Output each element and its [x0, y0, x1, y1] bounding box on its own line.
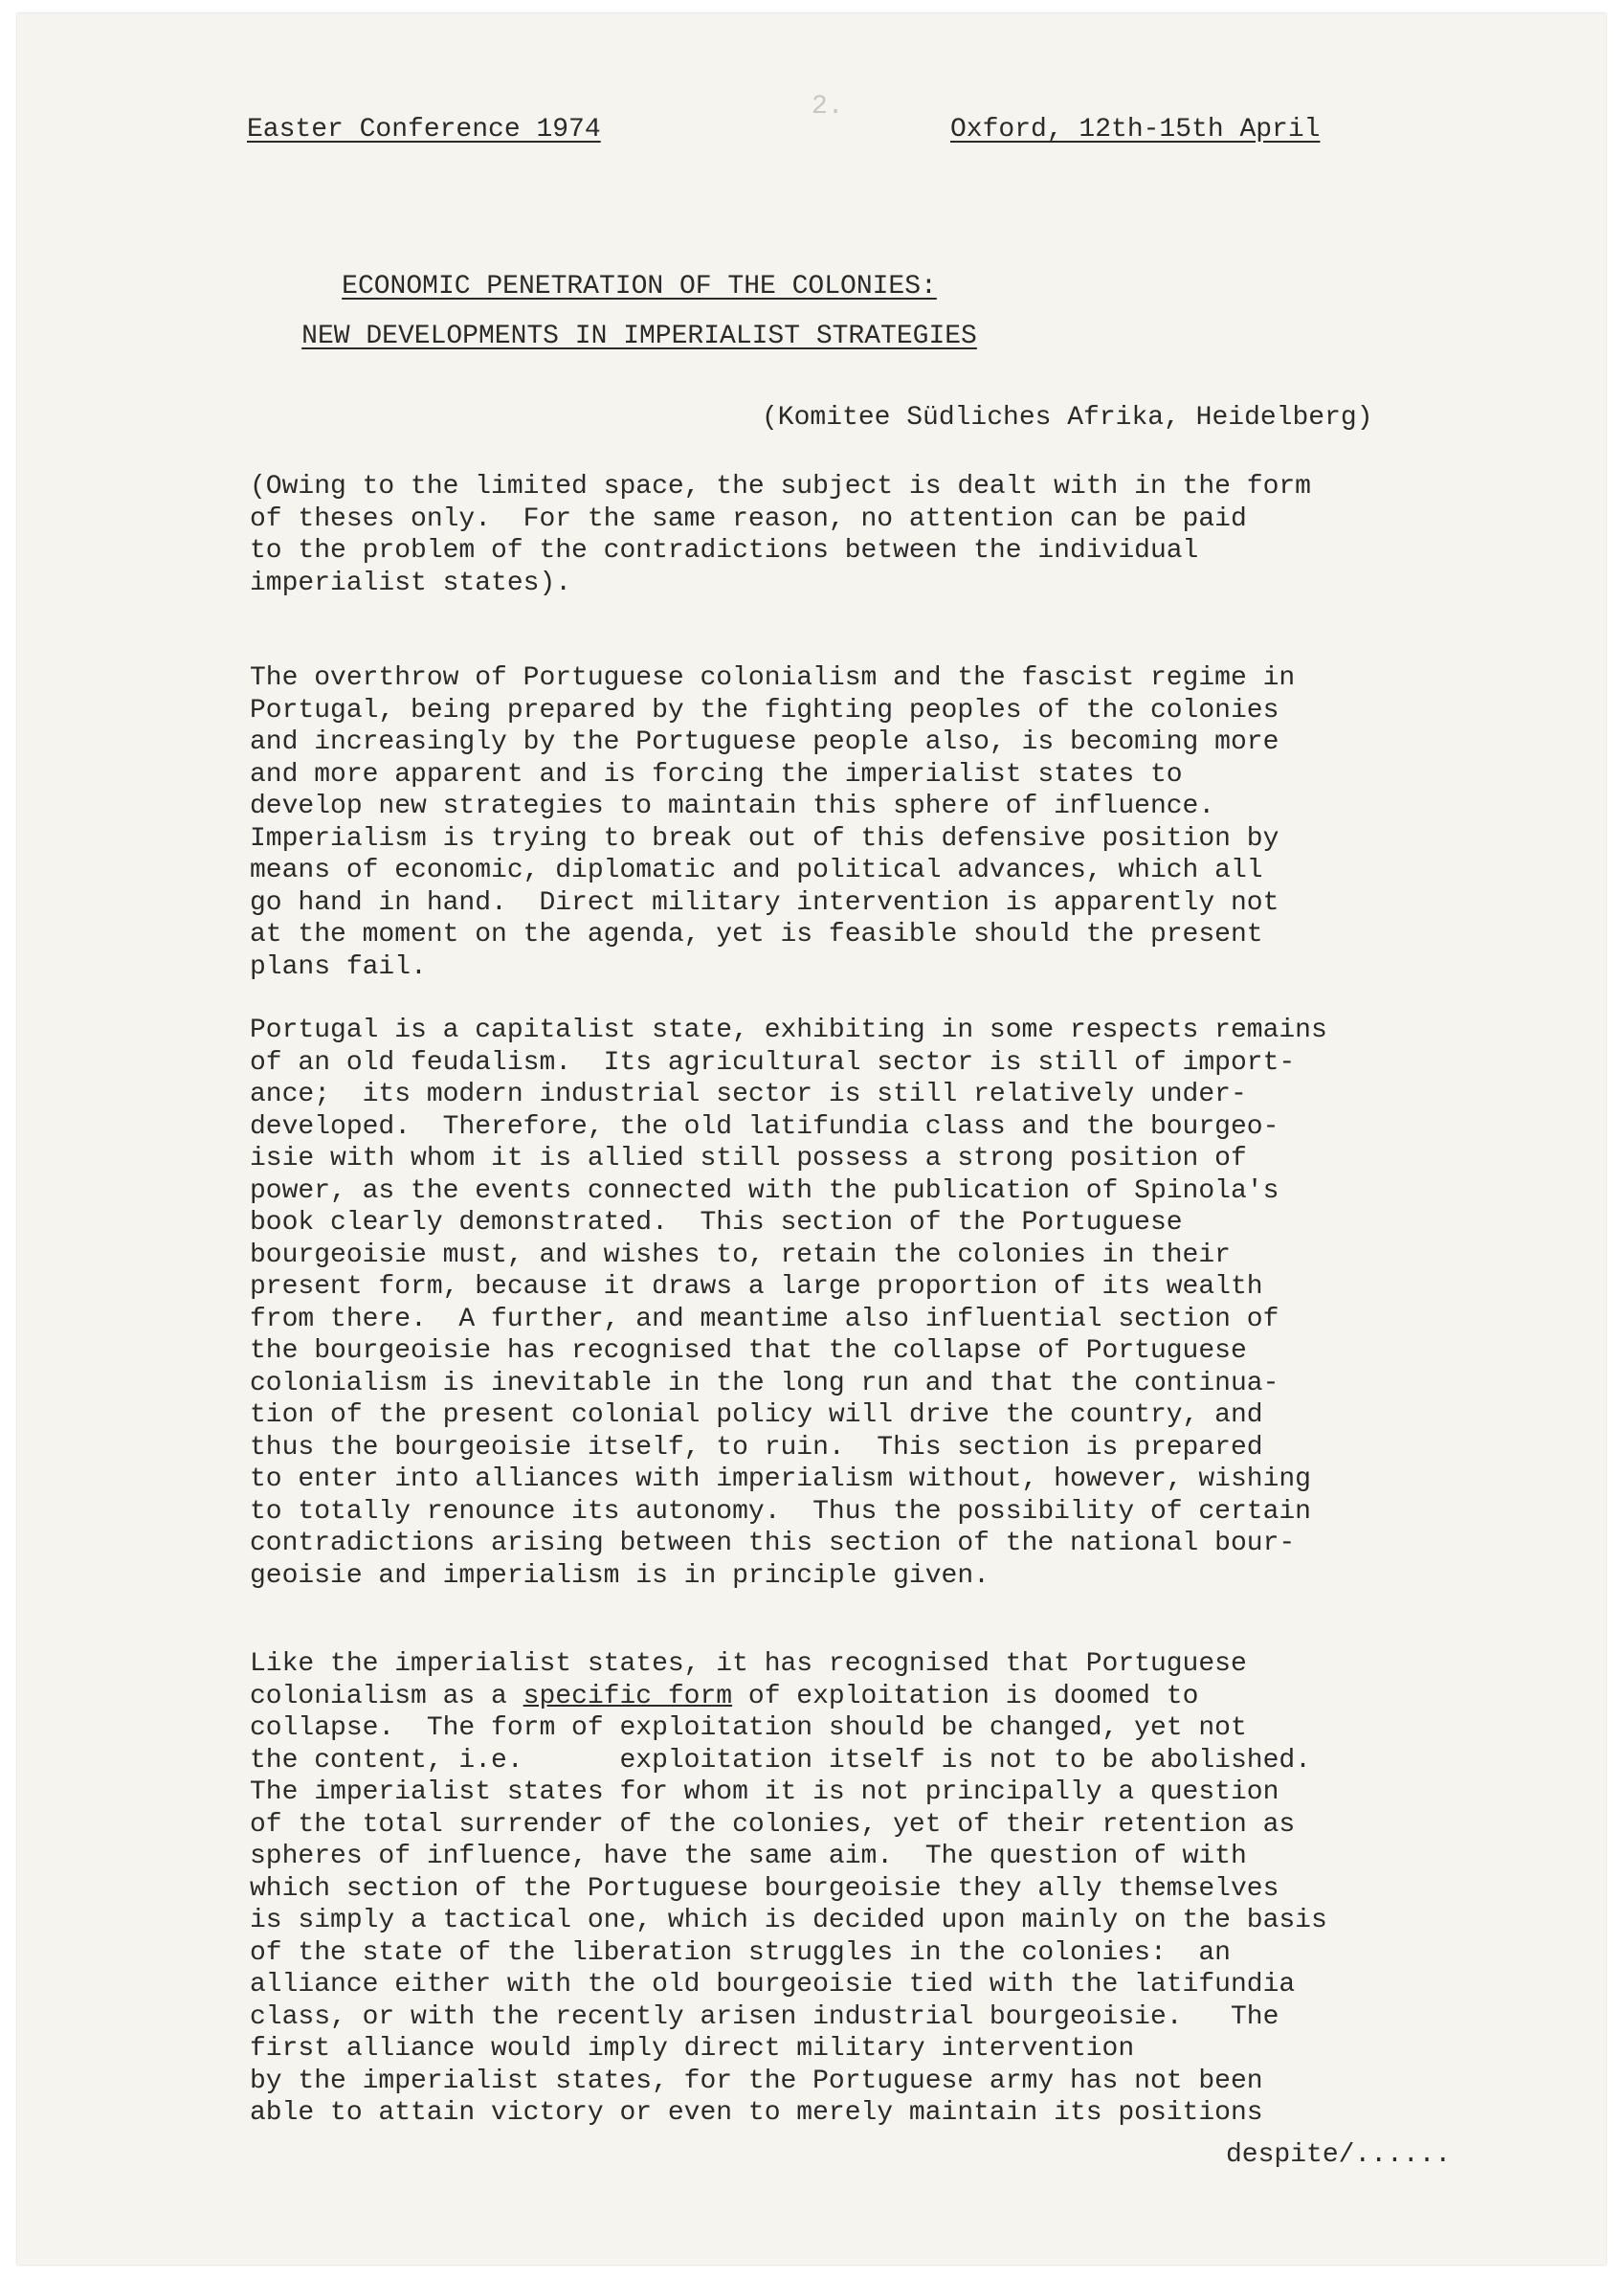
text-line: of theses only. For the same reason, no attention can be paid — [250, 503, 1247, 534]
text-line: thus the bourgeoisie itself, to ruin. This section is prepared — [250, 1432, 1263, 1463]
text-line: of the total surrender of the colonies, yet of their retention as — [250, 1809, 1296, 1840]
text-line: The imperialist states for whom it is not principally a question — [250, 1777, 1279, 1807]
text-line: power, as the events connected with the publication of Spinola's — [250, 1175, 1279, 1206]
continuation-marker: despite/...... — [1226, 2140, 1452, 2170]
text-line: (Owing to the limited space, the subject is dealt with in the form — [250, 472, 1311, 502]
text-line: is simply a tactical one, which is decided upon mainly on the basis — [250, 1906, 1327, 1935]
text-line: Like the imperialist states, it has recognised that Portuguese — [250, 1649, 1247, 1679]
paragraph-overthrow — [250, 662, 1561, 983]
text-line: plans fail. — [250, 951, 427, 982]
underlined-phrase: specific form — [523, 1681, 733, 1711]
text-line: able to attain victory or even to merely maintain its positions — [250, 2098, 1263, 2128]
text-line: the content, i.e. exploitation itself is not to be abolished. — [250, 1745, 1311, 1776]
text-line-with-underline: colonialism as a specific form of exploitation is doomed to — [250, 1681, 1199, 1711]
conference-title: Easter Conference 1974 — [247, 115, 601, 145]
document-title-line-1: ECONOMIC PENETRATION OF THE COLONIES: — [342, 272, 937, 302]
paragraph-imperialist-states — [250, 1648, 1561, 2130]
faint-page-number: 2. — [812, 92, 844, 122]
text-line: class, or with the recently arisen industrial bourgeoisie. The — [250, 2001, 1279, 2032]
text-line: imperialist states). — [250, 568, 572, 598]
document-page — [17, 13, 1606, 2265]
text-line: ance; its modern industrial sector is still relatively under- — [250, 1080, 1247, 1109]
text-line: alliance either with the old bourgeoisie tied with the latifundia — [250, 1970, 1296, 2000]
text-line: colonialism is inevitable in the long run and that the continua- — [250, 1368, 1279, 1398]
text-line: book clearly demonstrated. This section of the Portuguese — [250, 1208, 1183, 1238]
text-line: of the state of the liberation struggles in the colonies: an — [250, 1937, 1231, 1968]
text-line: geoisie and imperialism is in principle given. — [250, 1560, 990, 1591]
text-line: develop new strategies to maintain this sphere of influence. — [250, 792, 1215, 821]
text-line: by the imperialist states, for the Portuguese army has not been — [250, 2066, 1263, 2096]
text-line: at the moment on the agenda, yet is feasible should the present — [250, 920, 1263, 950]
text-line: means of economic, diplomatic and political advances, which all — [250, 856, 1263, 885]
text-line: from there. A further, and meantime also influential section of — [250, 1304, 1279, 1334]
text-line: to the problem of the contradictions between the individual — [250, 536, 1199, 566]
text-line: and more apparent and is forcing the imperialist states to — [250, 759, 1183, 790]
text-line: The overthrow of Portuguese colonialism and the fascist regime in — [250, 663, 1296, 693]
text-line: the bourgeoisie has recognised that the collapse of Portuguese — [250, 1336, 1247, 1366]
document-source: (Komitee Südliches Afrika, Heidelberg) — [762, 403, 1373, 433]
text-line: spheres of influence, have the same aim. The question of with — [250, 1842, 1247, 1871]
text-line: Imperialism is trying to break out of this defensive position by — [250, 823, 1279, 854]
text-line: bourgeoisie must, and wishes to, retain the colonies in their — [250, 1240, 1231, 1270]
text-line: go hand in hand. Direct military intervention is apparently not — [250, 887, 1279, 918]
document-title-line-2: NEW DEVELOPMENTS IN IMPERIALIST STRATEGIES — [301, 322, 977, 351]
text-line: collapse. The form of exploitation should be changed, yet not — [250, 1713, 1247, 1743]
text-line: isie with whom it is allied still possess a strong position of — [250, 1144, 1247, 1173]
text-line: developed. Therefore, the old latifundia class and the bourgeo- — [250, 1111, 1279, 1142]
paragraph-intro-note — [250, 471, 1561, 599]
text-line: which section of the Portuguese bourgeoisie they ally themselves — [250, 1873, 1279, 1904]
text-line: to enter into alliances with imperialism without, however, wishing — [250, 1464, 1311, 1494]
conference-location-date: Oxford, 12th-15th April — [950, 115, 1321, 145]
text-line: to totally renounce its autonomy. Thus the possibility of certain — [250, 1496, 1311, 1527]
text-line: and increasingly by the Portuguese people also, is becoming more — [250, 727, 1279, 757]
text-line: present form, because it draws a large proportion of its wealth — [250, 1272, 1263, 1302]
text-line: Portugal is a capitalist state, exhibiting in some respects remains — [250, 1016, 1327, 1045]
text-line: of an old feudalism. Its agricultural sector is still of import- — [250, 1047, 1296, 1078]
paragraph-portugal-capitalist — [250, 1015, 1561, 1592]
text-line: tion of the present colonial policy will drive the country, and — [250, 1400, 1263, 1430]
text-line: contradictions arising between this section of the national bour- — [250, 1529, 1296, 1558]
text-line: Portugal, being prepared by the fighting peoples of the colonies — [250, 695, 1279, 726]
text-line: first alliance would imply direct military intervention — [250, 2034, 1135, 2064]
